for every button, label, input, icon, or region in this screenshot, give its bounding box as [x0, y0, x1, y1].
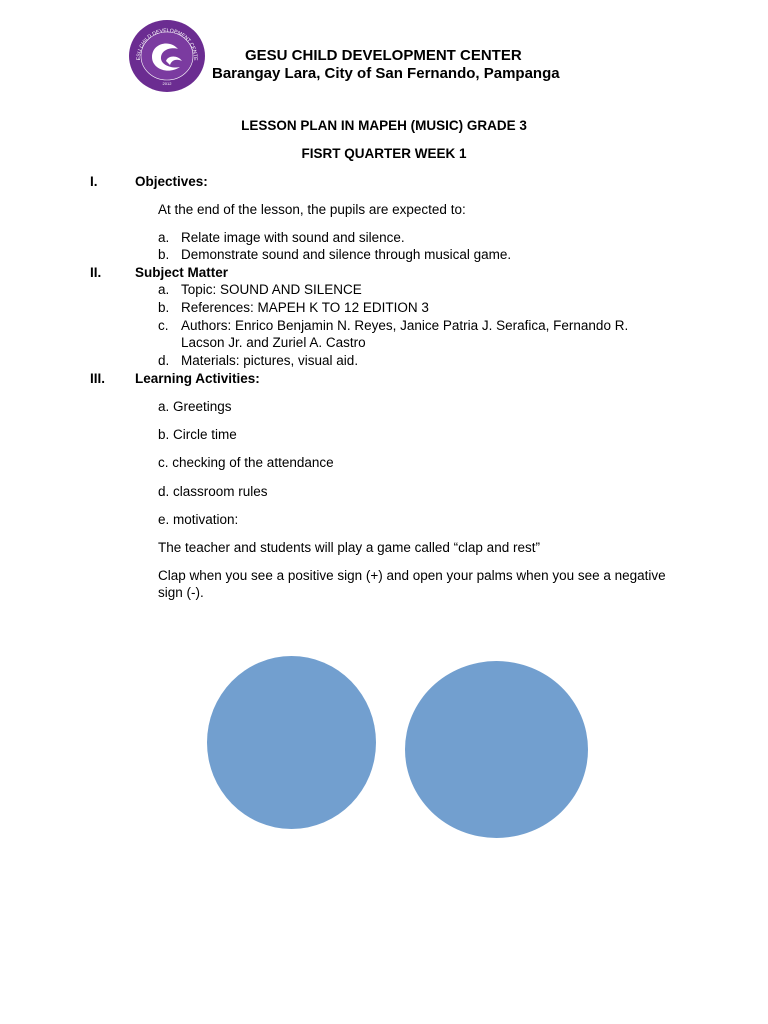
- game-description: The teacher and students will play a game called “clap and rest”: [158, 540, 540, 555]
- section-heading-learning-activities: Learning Activities:: [135, 371, 260, 386]
- section-heading-subject-matter: Subject Matter: [135, 265, 229, 280]
- subject-item-authors-cont: Lacson Jr. and Zuriel A. Castro: [181, 335, 366, 350]
- visual-aid-circle-left: [207, 656, 376, 829]
- activity-item: d. classroom rules: [158, 484, 268, 499]
- objective-item: Demonstrate sound and silence through musical game.: [181, 247, 512, 262]
- game-instructions-line1: Clap when you see a positive sign (+) and open your palms when you see a negative: [158, 568, 666, 583]
- activity-item: a. Greetings: [158, 399, 232, 414]
- objectives-intro: At the end of the lesson, the pupils are expected to:: [158, 202, 466, 217]
- list-item-letter: d.: [158, 353, 170, 368]
- activity-item: c. checking of the attendance: [158, 455, 334, 470]
- section-numeral-learning-activities: III.: [90, 371, 106, 386]
- objective-item: Relate image with sound and silence.: [181, 230, 405, 245]
- list-item-letter: c.: [158, 318, 169, 333]
- list-item-letter: a.: [158, 282, 170, 297]
- visual-aid-circle-right: [405, 661, 588, 838]
- subject-item-topic: Topic: SOUND AND SILENCE: [181, 282, 362, 297]
- org-address: Barangay Lara, City of San Fernando, Pampanga: [212, 65, 560, 82]
- org-name: GESU CHILD DEVELOPMENT CENTER: [245, 47, 522, 64]
- list-item-letter: b.: [158, 300, 170, 315]
- logo-year: 2012: [162, 81, 172, 86]
- section-heading-objectives: Objectives:: [135, 174, 208, 189]
- subject-item-references: References: MAPEH K TO 12 EDITION 3: [181, 300, 429, 315]
- subject-item-authors: Authors: Enrico Benjamin N. Reyes, Janice Patria J. Serafica, Fernando R.: [181, 318, 629, 333]
- activity-item: e. motivation:: [158, 512, 239, 527]
- section-numeral-objectives: I.: [90, 174, 98, 189]
- activity-item: b. Circle time: [158, 427, 237, 442]
- subject-item-materials: Materials: pictures, visual aid.: [181, 353, 359, 368]
- logo-ring-text: ESU CHILD DEVELOPMENT CENTE: [135, 27, 199, 61]
- section-numeral-subject-matter: II.: [90, 265, 102, 280]
- list-item-letter: b.: [158, 247, 170, 262]
- game-instructions-line2: sign (-).: [158, 585, 204, 600]
- quarter-week-title: FISRT QUARTER WEEK 1: [301, 146, 467, 161]
- lesson-title: LESSON PLAN IN MAPEH (MUSIC) GRADE 3: [241, 118, 527, 133]
- list-item-letter: a.: [158, 230, 170, 245]
- school-logo: [128, 19, 206, 93]
